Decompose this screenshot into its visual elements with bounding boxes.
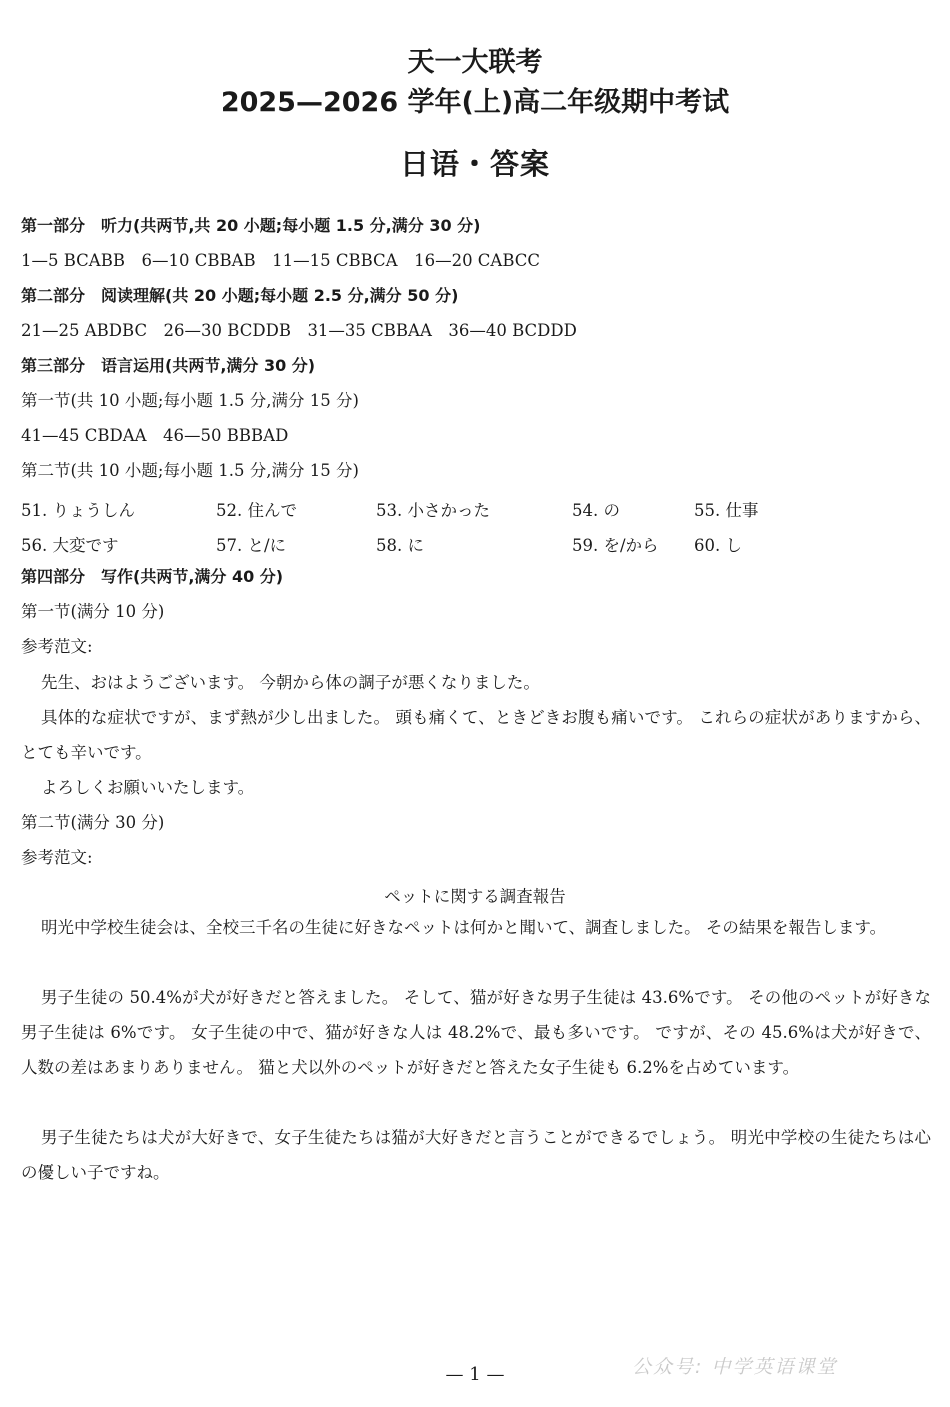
header-org: 天一大联考 [407, 47, 543, 78]
fill-answer-53: 53. 小さかった [376, 501, 490, 520]
part2-heading: 第二部分 阅读理解(共 20 小题;每小题 2.5 分,满分 50 分) [21, 286, 459, 305]
part3-sec1-answers: 41—45 CBDAA 46—50 BBBAD [21, 426, 289, 445]
part4-sec1-heading: 第一节(满分 10 分) [21, 602, 165, 621]
fill-answer-52: 52. 住んで [216, 501, 297, 520]
part1-heading: 第一部分 听力(共两节,共 20 小题;每小题 1.5 分,满分 30 分) [21, 216, 481, 235]
part4-heading: 第四部分 写作(共两节,满分 40 分) [21, 567, 284, 586]
part4-sec2-ref-label: 参考范文: [21, 848, 93, 867]
sec2-essay-paragraph: 明光中学校生徒会は、全校三千名の生徒に好きなペットは何かと聞いて、調査しました。 その結果を報告します。 [41, 918, 887, 937]
part3-sec2-heading: 第二节(共 10 小题;每小题 1.5 分,满分 15 分) [21, 461, 359, 480]
part4-sec1-ref-label: 参考范文: [21, 637, 93, 656]
page-number: — 1 — [445, 1364, 505, 1385]
essay-title: ペットに関する調査報告 [384, 887, 566, 906]
fill-answer-60: 60. し [694, 536, 742, 555]
part4-sec2-heading: 第二节(满分 30 分) [21, 813, 165, 832]
sec1-essay-paragraph: 具体的な症状ですが、まず熱が少し出ました。 頭も痛くて、ときどきお腹も痛いです。 これらの症状がありますから、とても辛いです。 [21, 708, 931, 762]
part1-answers: 1—5 BCABB 6—10 CBBAB 11—15 CBBCA 16—20 CABCC [21, 251, 541, 270]
sec2-essay-paragraph: 男子生徒の 50.4%が犬が好きだと答えました。 そして、猫が好きな男子生徒は 43.6%です。 その他のペットが好きな男子生徒は 6%です。 女子生徒の中で、猫が好きな人は 48.2%で、最も多いです。 ですが、その 45.6%は犬が好きで、人数の差はあまりありません。 猫と犬以外のペットが好きだと答えた女子生徒も 6.2%を占めています。 [21, 988, 931, 1077]
sec1-essay-paragraph: 先生、おはようございます。 今朝から体の調子が悪くなりました。 [41, 673, 540, 692]
header-subject: 日语・答案 [399, 147, 550, 181]
fill-answer-51: 51. りょうしん [21, 501, 135, 520]
sec2-essay-paragraph: 男子生徒たちは犬が大好きで、女子生徒たちは猫が大好きだと言うことができるでしょう。 明光中学校の生徒たちは心の優しい子ですね。 [21, 1128, 931, 1182]
fill-answer-58: 58. に [376, 536, 424, 555]
fill-answer-57: 57. と/に [216, 536, 287, 555]
fill-answer-54: 54. の [572, 501, 620, 520]
fill-answer-55: 55. 仕事 [694, 501, 759, 520]
fill-answer-56: 56. 大変です [21, 536, 119, 555]
sec1-essay-paragraph: よろしくお願いいたします。 [41, 778, 255, 797]
part3-sec1-heading: 第一节(共 10 小题;每小题 1.5 分,满分 15 分) [21, 391, 359, 410]
header-exam-title: 2025—2026 学年(上)高二年级期中考试 [220, 87, 730, 118]
part3-heading: 第三部分 语言运用(共两节,满分 30 分) [21, 356, 316, 375]
fill-answer-59: 59. を/から [572, 536, 659, 555]
watermark: 公众号: 中学英语课堂 [632, 1356, 838, 1378]
part2-answers: 21—25 ABDBC 26—30 BCDDB 31—35 CBBAA 36—40 BCDDD [21, 321, 577, 340]
